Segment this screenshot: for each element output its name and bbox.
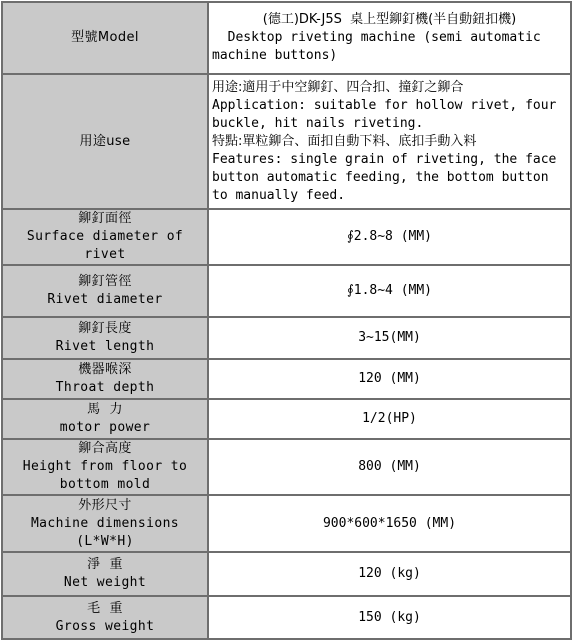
net-weight-value: 120 (kg) — [208, 552, 571, 596]
use-label: 用途use — [2, 74, 208, 209]
use-value: 用途:適用于中空鉚釘、四合扣、撞釘之鉚合 Application: suitable for hollow rivet, four buckle, hit nails riveting. 特點:單粒鉚合、面扣自動下料、底扣手動入料 Features: single grain of riveting, the face button automatic feeding, the bottom button to manually feed. — [208, 74, 571, 209]
table-row-net-weight — [2, 552, 571, 596]
gross-weight-value: 150 (kg) — [208, 596, 571, 639]
surface-diameter-value: ∮2.8~8 (MM) — [208, 209, 571, 265]
table-row-model — [2, 2, 571, 74]
table-row-motor-power — [2, 399, 571, 439]
throat-depth-label: 機器喉深 Throat depth — [2, 359, 208, 399]
surface-diameter-label: 鉚釘面徑 Surface diameter of rivet — [2, 209, 208, 265]
dimensions-label: 外形尺寸 Machine dimensions (L*W*H) — [2, 495, 208, 552]
table-row-surface-diameter — [2, 209, 571, 265]
table-row-gross-weight — [2, 596, 571, 639]
height-label: 鉚合高度 Height from floor to bottom mold — [2, 439, 208, 495]
dimensions-value: 900*600*1650 (MM) — [208, 495, 571, 552]
motor-power-label: 馬 力 motor power — [2, 399, 208, 439]
motor-power-value: 1/2(HP) — [208, 399, 571, 439]
rivet-length-value: 3~15(MM) — [208, 317, 571, 359]
rivet-diameter-value: ∮1.8~4 (MM) — [208, 265, 571, 317]
height-value: 800 (MM) — [208, 439, 571, 495]
model-label: 型號Model — [2, 2, 208, 74]
rivet-length-label: 鉚釘長度 Rivet length — [2, 317, 208, 359]
rivet-diameter-label: 鉚釘管徑 Rivet diameter — [2, 265, 208, 317]
table-row-height — [2, 439, 571, 495]
table-row-use — [2, 74, 571, 209]
net-weight-label: 淨 重 Net weight — [2, 552, 208, 596]
spec-table — [1, 1, 572, 640]
model-value: (德工)DK-J5S 桌上型鉚釘機(半自動鈕扣機) Desktop riveting machine (semi automatic machine buttons) — [208, 2, 571, 74]
table-row-throat-depth — [2, 359, 571, 399]
table-row-rivet-length — [2, 317, 571, 359]
table-row-rivet-diameter — [2, 265, 571, 317]
table-row-dimensions — [2, 495, 571, 552]
throat-depth-value: 120 (MM) — [208, 359, 571, 399]
gross-weight-label: 毛 重 Gross weight — [2, 596, 208, 639]
